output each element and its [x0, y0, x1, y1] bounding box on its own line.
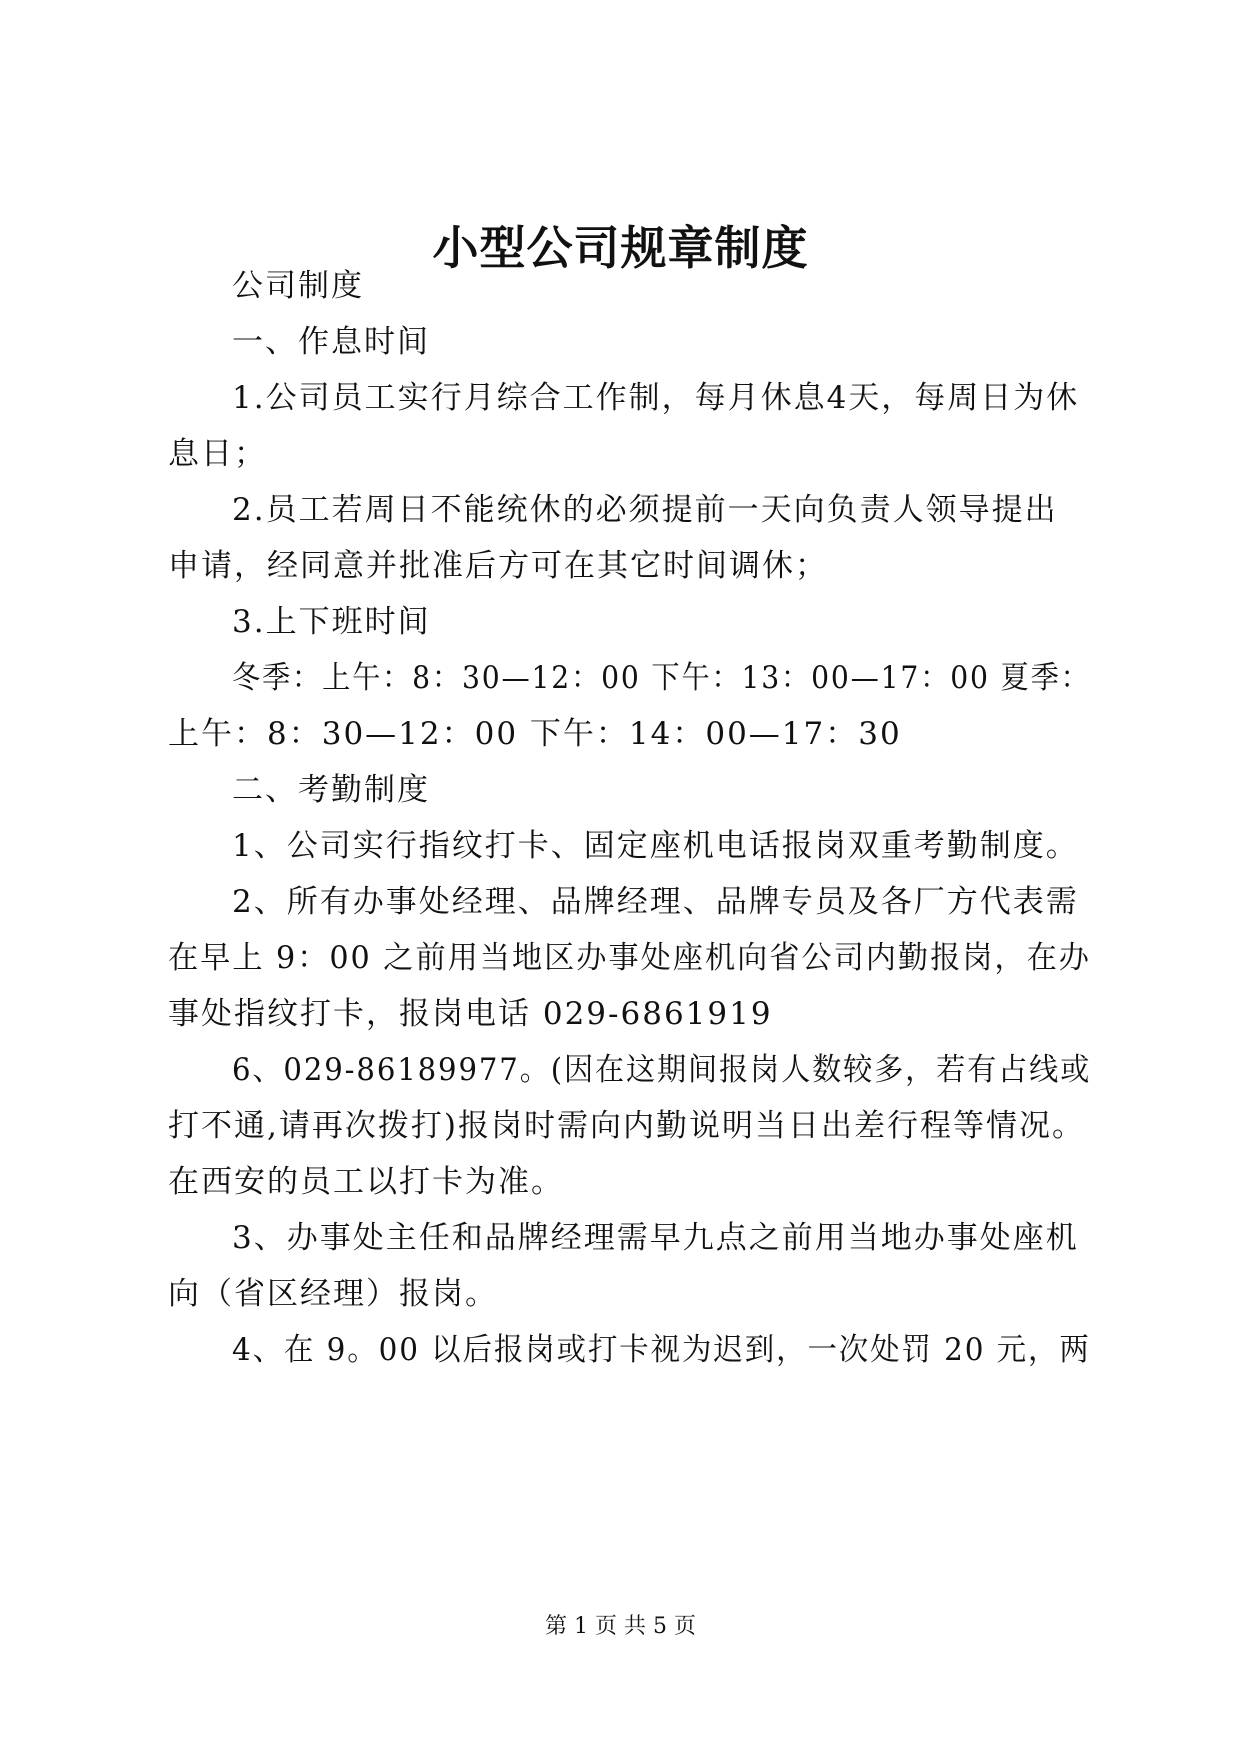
body-line-11: 1、公司实行指纹打卡、固定座机电话报岗双重考勤制度。 [232, 828, 1079, 864]
body-line-9: 上午：8：30—12：00 下午：14：00—17：30 [168, 716, 902, 752]
body-line-13: 在早上 9：00 之前用当地区办事处座机向省公司内勤报岗，在办 [168, 940, 1091, 976]
body-line-14: 事处指纹打卡，报岗电话 029-6861919 [168, 996, 773, 1032]
document-title: 小型公司规章制度 [432, 221, 809, 275]
body-line-6: 申请，经同意并批准后方可在其它时间调休； [168, 548, 828, 584]
body-line-2: 一、作息时间 [232, 324, 430, 360]
body-line-12: 2、所有办事处经理、品牌经理、品牌专员及各厂方代表需 [232, 884, 1079, 920]
body-line-8: 冬季：上午：8：30—12：00 下午：13：00—17：00 夏季： [232, 660, 1091, 696]
body-line-3: 1.公司员工实行月综合工作制，每月休息4天，每周日为休 [232, 380, 1080, 416]
body-line-7: 3.上下班时间 [232, 604, 431, 640]
body-line-17: 在西安的员工以打卡为准。 [168, 1164, 564, 1200]
body-line-18: 3、办事处主任和品牌经理需早九点之前用当地办事处座机 [232, 1220, 1079, 1256]
body-line-15: 6、029-86189977。(因在这期间报岗人数较多，若有占线或 [232, 1052, 1092, 1088]
page-footer: 第 1 页 共 5 页 [545, 1614, 696, 1639]
body-line-20: 4、在 9。00 以后报岗或打卡视为迟到，一次处罚 20 元，两 [232, 1332, 1091, 1368]
body-line-19: 向（省区经理）报岗。 [168, 1276, 498, 1312]
body-line-1: 公司制度 [232, 268, 364, 304]
body-line-4: 息日； [168, 436, 267, 472]
body-line-16: 打不通,请再次拨打)报岗时需向内勤说明当日出差行程等情况。 [168, 1108, 1085, 1144]
body-line-5: 2.员工若周日不能统休的必须提前一天向负责人领导提出 [232, 492, 1058, 528]
body-line-10: 二、考勤制度 [232, 772, 430, 808]
